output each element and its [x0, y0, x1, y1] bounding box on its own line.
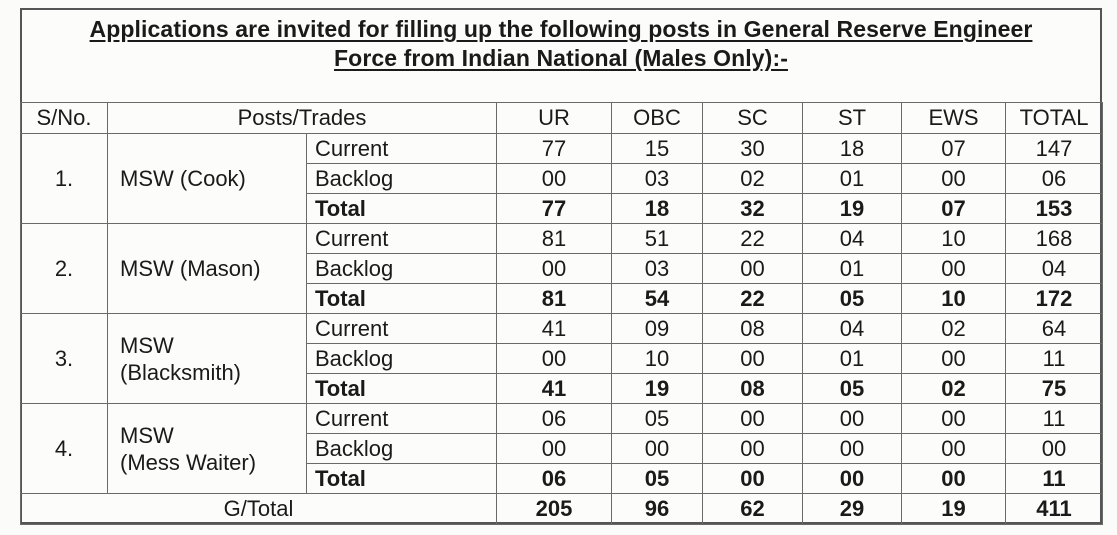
cell-ews: 10 [902, 284, 1006, 314]
post-sno: 4. [21, 404, 108, 494]
vacancy-table [20, 102, 1103, 525]
cell-sc: 22 [703, 224, 803, 254]
cell-total: 06 [1006, 164, 1103, 194]
cell-total: 11 [1006, 344, 1103, 374]
row-type: Backlog [307, 164, 497, 194]
cell-st: 01 [803, 164, 902, 194]
notice-heading [22, 10, 1100, 102]
cell-sc: 00 [703, 344, 803, 374]
post-name [108, 134, 307, 224]
cell-ur: 77 [497, 134, 612, 164]
cell-ews: 00 [902, 344, 1006, 374]
cell-sc: 00 [703, 434, 803, 464]
cell-total: 168 [1006, 224, 1103, 254]
heading-line-2: Force from Indian National (Males Only):- [334, 45, 788, 71]
cell-sc: 08 [703, 314, 803, 344]
table-header-row [21, 103, 1103, 134]
notice-sheet [20, 8, 1102, 524]
cell-ews: 10 [902, 224, 1006, 254]
post-sno: 1. [21, 134, 108, 224]
cell-st: 19 [803, 194, 902, 224]
cell-ews: 07 [902, 194, 1006, 224]
header-ur: UR [497, 103, 612, 134]
cell-total: 172 [1006, 284, 1103, 314]
cell-ur: 06 [497, 464, 612, 494]
cell-obc: 54 [612, 284, 703, 314]
row-type: Total [307, 284, 497, 314]
row-type: Total [307, 374, 497, 404]
cell-obc: 03 [612, 164, 703, 194]
cell-sc: 00 [703, 464, 803, 494]
cell-obc: 05 [612, 404, 703, 434]
grand-total-total: 411 [1006, 494, 1103, 525]
header-obc: OBC [612, 103, 703, 134]
cell-total: 04 [1006, 254, 1103, 284]
cell-st: 00 [803, 434, 902, 464]
row-type: Backlog [307, 434, 497, 464]
cell-ur: 00 [497, 254, 612, 284]
header-sc: SC [703, 103, 803, 134]
cell-sc: 00 [703, 254, 803, 284]
post-sno: 3. [21, 314, 108, 404]
grand-total-label: G/Total [21, 494, 497, 525]
cell-st: 18 [803, 134, 902, 164]
post-name-line2: (Mess Waiter) [120, 449, 257, 475]
table-body [21, 134, 1103, 525]
table-row [21, 224, 1103, 254]
cell-st: 00 [803, 464, 902, 494]
cell-obc: 03 [612, 254, 703, 284]
row-type: Current [307, 134, 497, 164]
cell-ur: 06 [497, 404, 612, 434]
grand-total-row [21, 494, 1103, 525]
row-type: Backlog [307, 344, 497, 374]
cell-total: 11 [1006, 464, 1103, 494]
cell-total: 64 [1006, 314, 1103, 344]
cell-ur: 81 [497, 284, 612, 314]
cell-total: 75 [1006, 374, 1103, 404]
cell-ews: 00 [902, 404, 1006, 434]
table-row [21, 314, 1103, 344]
row-type: Current [307, 404, 497, 434]
cell-obc: 10 [612, 344, 703, 374]
cell-sc: 00 [703, 404, 803, 434]
cell-obc: 18 [612, 194, 703, 224]
cell-sc: 08 [703, 374, 803, 404]
cell-total: 147 [1006, 134, 1103, 164]
header-total: TOTAL [1006, 103, 1103, 134]
cell-obc: 19 [612, 374, 703, 404]
cell-total: 00 [1006, 434, 1103, 464]
cell-sc: 22 [703, 284, 803, 314]
cell-ur: 00 [497, 434, 612, 464]
post-name-line1: MSW (Cook) [120, 166, 246, 191]
cell-st: 04 [803, 314, 902, 344]
row-type: Total [307, 194, 497, 224]
row-type: Backlog [307, 254, 497, 284]
row-type: Current [307, 224, 497, 254]
cell-ur: 81 [497, 224, 612, 254]
post-name-line1: MSW [120, 422, 174, 448]
post-name-line1: MSW [120, 332, 174, 358]
cell-ur: 00 [497, 164, 612, 194]
post-sno: 2. [21, 224, 108, 314]
cell-ews: 00 [902, 164, 1006, 194]
cell-sc: 32 [703, 194, 803, 224]
header-ews: EWS [902, 103, 1006, 134]
cell-ews: 00 [902, 434, 1006, 464]
cell-st: 04 [803, 224, 902, 254]
grand-total-sc: 62 [703, 494, 803, 525]
post-name-line1: MSW (Mason) [120, 256, 261, 281]
cell-ur: 77 [497, 194, 612, 224]
grand-total-ur: 205 [497, 494, 612, 525]
table-row [21, 134, 1103, 164]
cell-total: 11 [1006, 404, 1103, 434]
grand-total-ews: 19 [902, 494, 1006, 525]
cell-sc: 30 [703, 134, 803, 164]
grand-total-st: 29 [803, 494, 902, 525]
post-name [108, 224, 307, 314]
post-name [108, 314, 307, 404]
cell-ur: 00 [497, 344, 612, 374]
cell-sc: 02 [703, 164, 803, 194]
row-type: Total [307, 464, 497, 494]
cell-obc: 00 [612, 434, 703, 464]
row-type: Current [307, 314, 497, 344]
cell-obc: 05 [612, 464, 703, 494]
cell-ews: 00 [902, 254, 1006, 284]
cell-ews: 07 [902, 134, 1006, 164]
cell-obc: 09 [612, 314, 703, 344]
cell-ur: 41 [497, 314, 612, 344]
cell-st: 05 [803, 374, 902, 404]
cell-st: 05 [803, 284, 902, 314]
table-row [21, 404, 1103, 434]
grand-total-obc: 96 [612, 494, 703, 525]
header-posts: Posts/Trades [108, 103, 497, 134]
cell-st: 00 [803, 404, 902, 434]
heading-line-1: Applications are invited for filling up the following posts in General Reserve Engineer [89, 16, 1033, 42]
cell-ews: 02 [902, 314, 1006, 344]
cell-ews: 02 [902, 374, 1006, 404]
cell-obc: 51 [612, 224, 703, 254]
post-name [108, 404, 307, 494]
cell-total: 153 [1006, 194, 1103, 224]
cell-st: 01 [803, 254, 902, 284]
cell-st: 01 [803, 344, 902, 374]
header-sno: S/No. [21, 103, 108, 134]
post-name-line2: (Blacksmith) [120, 359, 242, 385]
cell-ur: 41 [497, 374, 612, 404]
header-st: ST [803, 103, 902, 134]
cell-ews: 00 [902, 464, 1006, 494]
cell-obc: 15 [612, 134, 703, 164]
